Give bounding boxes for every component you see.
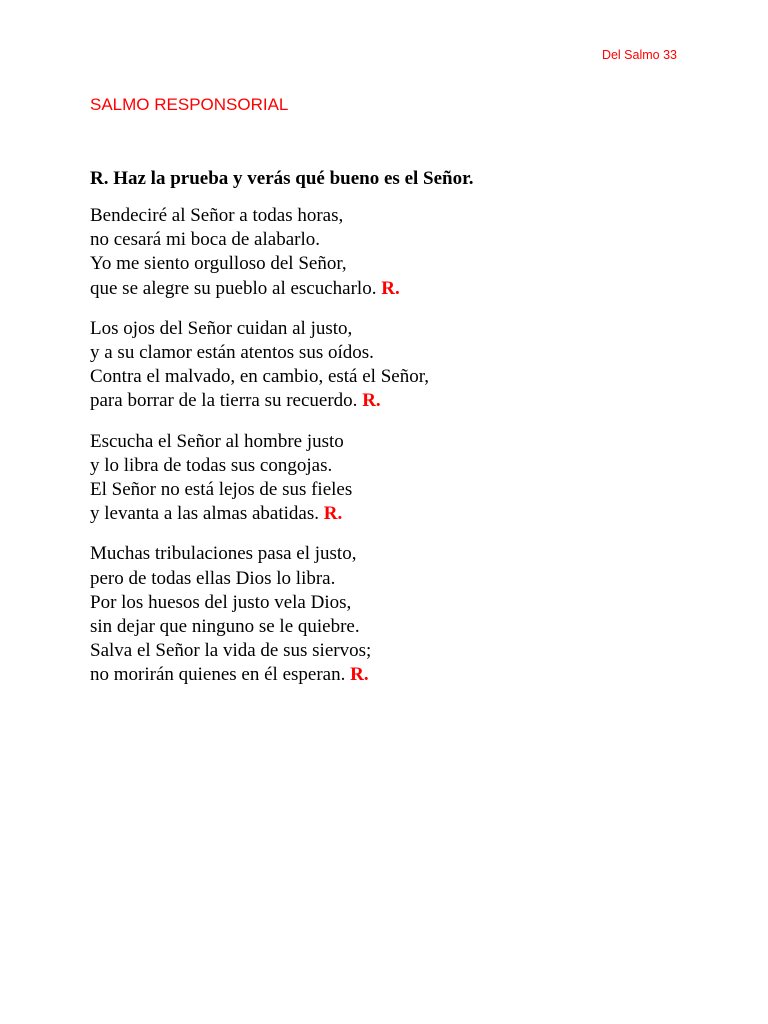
stanza-line: El Señor no está lejos de sus fieles bbox=[90, 479, 353, 501]
stanza-line: Yo me siento orgulloso del Señor, bbox=[90, 253, 347, 275]
stanza-line: Contra el malvado, en cambio, está el Señor, bbox=[90, 366, 430, 388]
stanza-line: Los ojos del Señor cuidan al justo, bbox=[90, 317, 353, 339]
stanza-2 bbox=[90, 317, 730, 414]
response-marker: R. bbox=[362, 390, 381, 412]
psalm-response: R. Haz la prueba y verás qué bueno es el Señor. bbox=[90, 168, 474, 189]
stanza-line: pero de todas ellas Dios lo libra. bbox=[90, 567, 336, 589]
stanza-line: y a su clamor están atentos sus oídos. bbox=[90, 342, 374, 364]
stanza-line: para borrar de la tierra su recuerdo. R. bbox=[90, 390, 381, 412]
stanza-line: y lo libra de todas sus congojas. bbox=[90, 454, 333, 476]
stanza-line: no morirán quienes en él esperan. R. bbox=[90, 664, 369, 686]
stanza-4 bbox=[90, 542, 730, 687]
stanza-line: no cesará mi boca de alabarlo. bbox=[90, 229, 320, 251]
stanza-3 bbox=[90, 430, 730, 527]
psalm-source-reference: Del Salmo 33 bbox=[601, 48, 677, 62]
response-marker: R. bbox=[323, 503, 343, 525]
stanza-line: Por los huesos del justo vela Dios, bbox=[90, 591, 352, 613]
stanza-line: y levanta a las almas abatidas. R. bbox=[90, 503, 343, 525]
psalm-stanzas bbox=[90, 204, 730, 704]
stanza-line: Bendeciré al Señor a todas horas, bbox=[90, 205, 344, 226]
stanza-line: Salva el Señor la vida de sus siervos; bbox=[90, 640, 372, 662]
response-marker: R. bbox=[350, 664, 369, 686]
stanza-1 bbox=[90, 204, 730, 301]
section-title: SALMO RESPONSORIAL bbox=[90, 95, 289, 114]
stanza-line: sin dejar que ninguno se le quiebre. bbox=[90, 616, 360, 638]
response-marker: R. bbox=[381, 277, 400, 299]
stanza-line: Muchas tribulaciones pasa el justo, bbox=[90, 543, 357, 565]
stanza-line: que se alegre su pueblo al escucharlo. R. bbox=[90, 277, 400, 299]
stanza-line: Escucha el Señor al hombre justo bbox=[90, 430, 344, 452]
